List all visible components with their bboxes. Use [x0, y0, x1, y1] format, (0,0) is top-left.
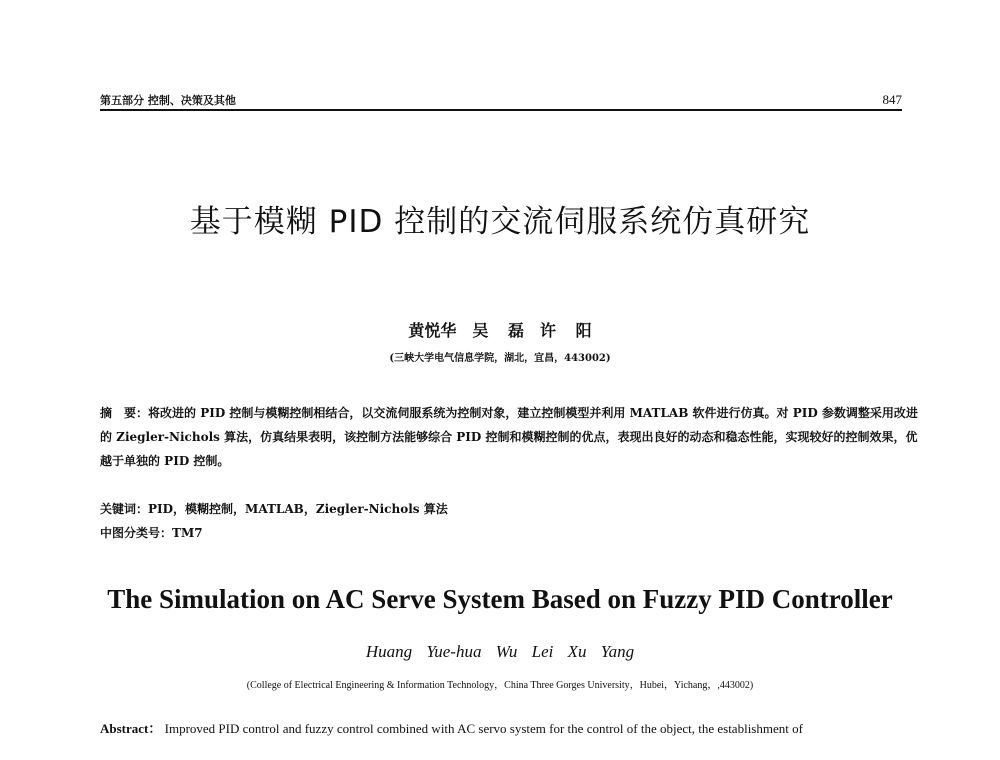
classification-cn-label: 中图分类号： — [100, 526, 173, 540]
keywords-cn-text: PID，模糊控制，MATLAB，Ziegler-Nichols 算法 — [148, 502, 448, 516]
classification-cn-text: TM7 — [172, 526, 203, 540]
keywords-cn — [100, 500, 448, 517]
header-section-title: 第五部分 控制、决策及其他 — [100, 94, 236, 107]
abstract-cn-label: 摘 要： — [100, 406, 149, 420]
affiliation-en: (College of Electrical Engineering & Information Technology，China Three Gorges University，Hubei，Yichang，,443002) — [246, 680, 754, 691]
classification-cn — [100, 524, 203, 541]
keywords-cn-label: 关键词： — [100, 502, 149, 516]
affiliation-cn: (三峡大学电气信息学院，湖北，宜昌，443002) — [389, 353, 611, 364]
abstract-cn-text: 将改进的 PID 控制与模糊控制相结合，以交流伺服系统为控制对象，建立控制模型并利用 MATLAB 软件进行仿真。对 PID 参数调整采用改进的 Ziegler-Nichols 算法，仿真结果表明，该控制方法能够综合 PID 控制和模糊控制的优点，表现出良好的动态和稳态性能，实现较好的控制效果，优越于单独的 PID 控制。 — [100, 406, 918, 468]
paper-title-cn: 基于模糊 PID 控制的交流伺服系统仿真研究 — [189, 204, 811, 240]
header-rule — [100, 109, 902, 111]
abstract-en-label: Abstract： — [100, 721, 162, 736]
authors-cn: 黄悦华 吴 磊 许 阳 — [408, 321, 592, 340]
abstract-en-text: Improved PID control and fuzzy control combined with AC servo system for the control of the object, the establishment of — [164, 721, 803, 736]
authors-en: Huang Yue-hua Wu Lei Xu Yang — [365, 642, 635, 661]
abstract-cn — [100, 401, 922, 473]
abstract-en — [100, 718, 935, 740]
paper-title-en: The Simulation on AC Serve System Based on Fuzzy PID Controller — [107, 584, 893, 614]
page-number: 847 — [882, 92, 902, 107]
